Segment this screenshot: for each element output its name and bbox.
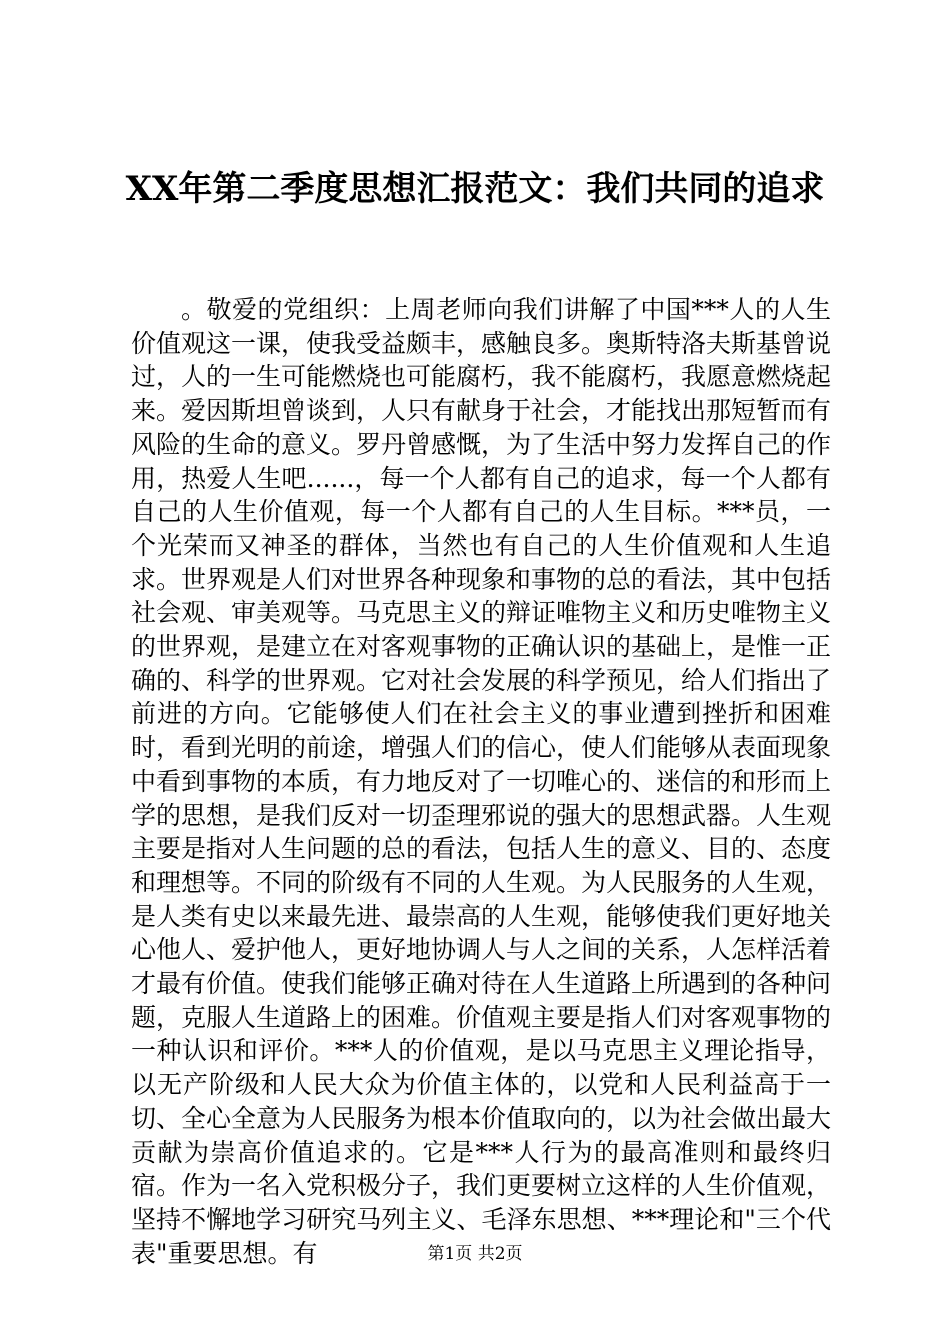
document-body: 。敬爱的党组织：上周老师向我们讲解了中国***人的人生价值观这一课，使我受益颇丰，感触良多。奥斯特洛夫斯基曾说过，人的一生可能燃烧也可能腐朽，我不能腐朽，我愿意燃烧起来。爱因斯坦曾谈到，人只有献身于社会，才能找出那短暂而有风险的生命的意义。罗丹曾感慨，为了生活中努力发挥自己的作用，热爱人生吧......，每一个人都有自己的追求，每一个人都有自己的人生价值观，每一个人都有自己的人生目标。***员，一个光荣而又神圣的群体，当然也有自己的人生价值观和人生追求。世界观是人们对世界各种现象和事物的总的看法，其中包括社会观、审美观等。马克思主义的辩证唯物主义和历史唯物主义的世界观，是建立在对客观事物的正确认识的基础上，是惟一正确的、科学的世界观。它对社会发展的科学预见，给人们指出了前进的方向。它能够使人们在社会主义的事业遭到挫折和困难时，看到光明的前途，增强人们的信心，使人们能够从表面现象中看到事物的本质，有力地反对了一切唯心的、迷信的和形而上学的思想，是我们反对一切歪理邪说的强大的思想武器。人生观主要是指对人生问题的总的看法，包括人生的意义、目的、态度和理想等。不同的阶级有不同的人生观。为人民服务的人生观，是人类有史以来最先进、最崇高的人生观，能够使我们更好地关心他人、爱护他人，更好地协调人与人之间的关系，人怎样活着才最有价值。使我们能够正确对待在人生道路上所遇到的各种问题，克服人生道路上的困难。价值观主要是指人们对客观事物的一种认识和评价。***人的价值观，是以马克思主义理论指导，以无产阶级和人民大众为价值主体的，以党和人民利益高于一切、全心全意为人民服务为根本价值取向的，以为社会做出最大贡献为崇高价值追求的。它是***人行为的最高准则和最终归宿。作为一名入党积极分子，我们更要树立这样的人生价值观，坚持不懈地学习研究马列主义、毛泽东思想、***理论和"三个代表"重要思想。有 [131, 295, 832, 1268]
document-title: XX年第二季度思想汇报范文：我们共同的追求 [125, 169, 825, 209]
page-number-footer: 第1页 共2页 [427, 1244, 523, 1264]
